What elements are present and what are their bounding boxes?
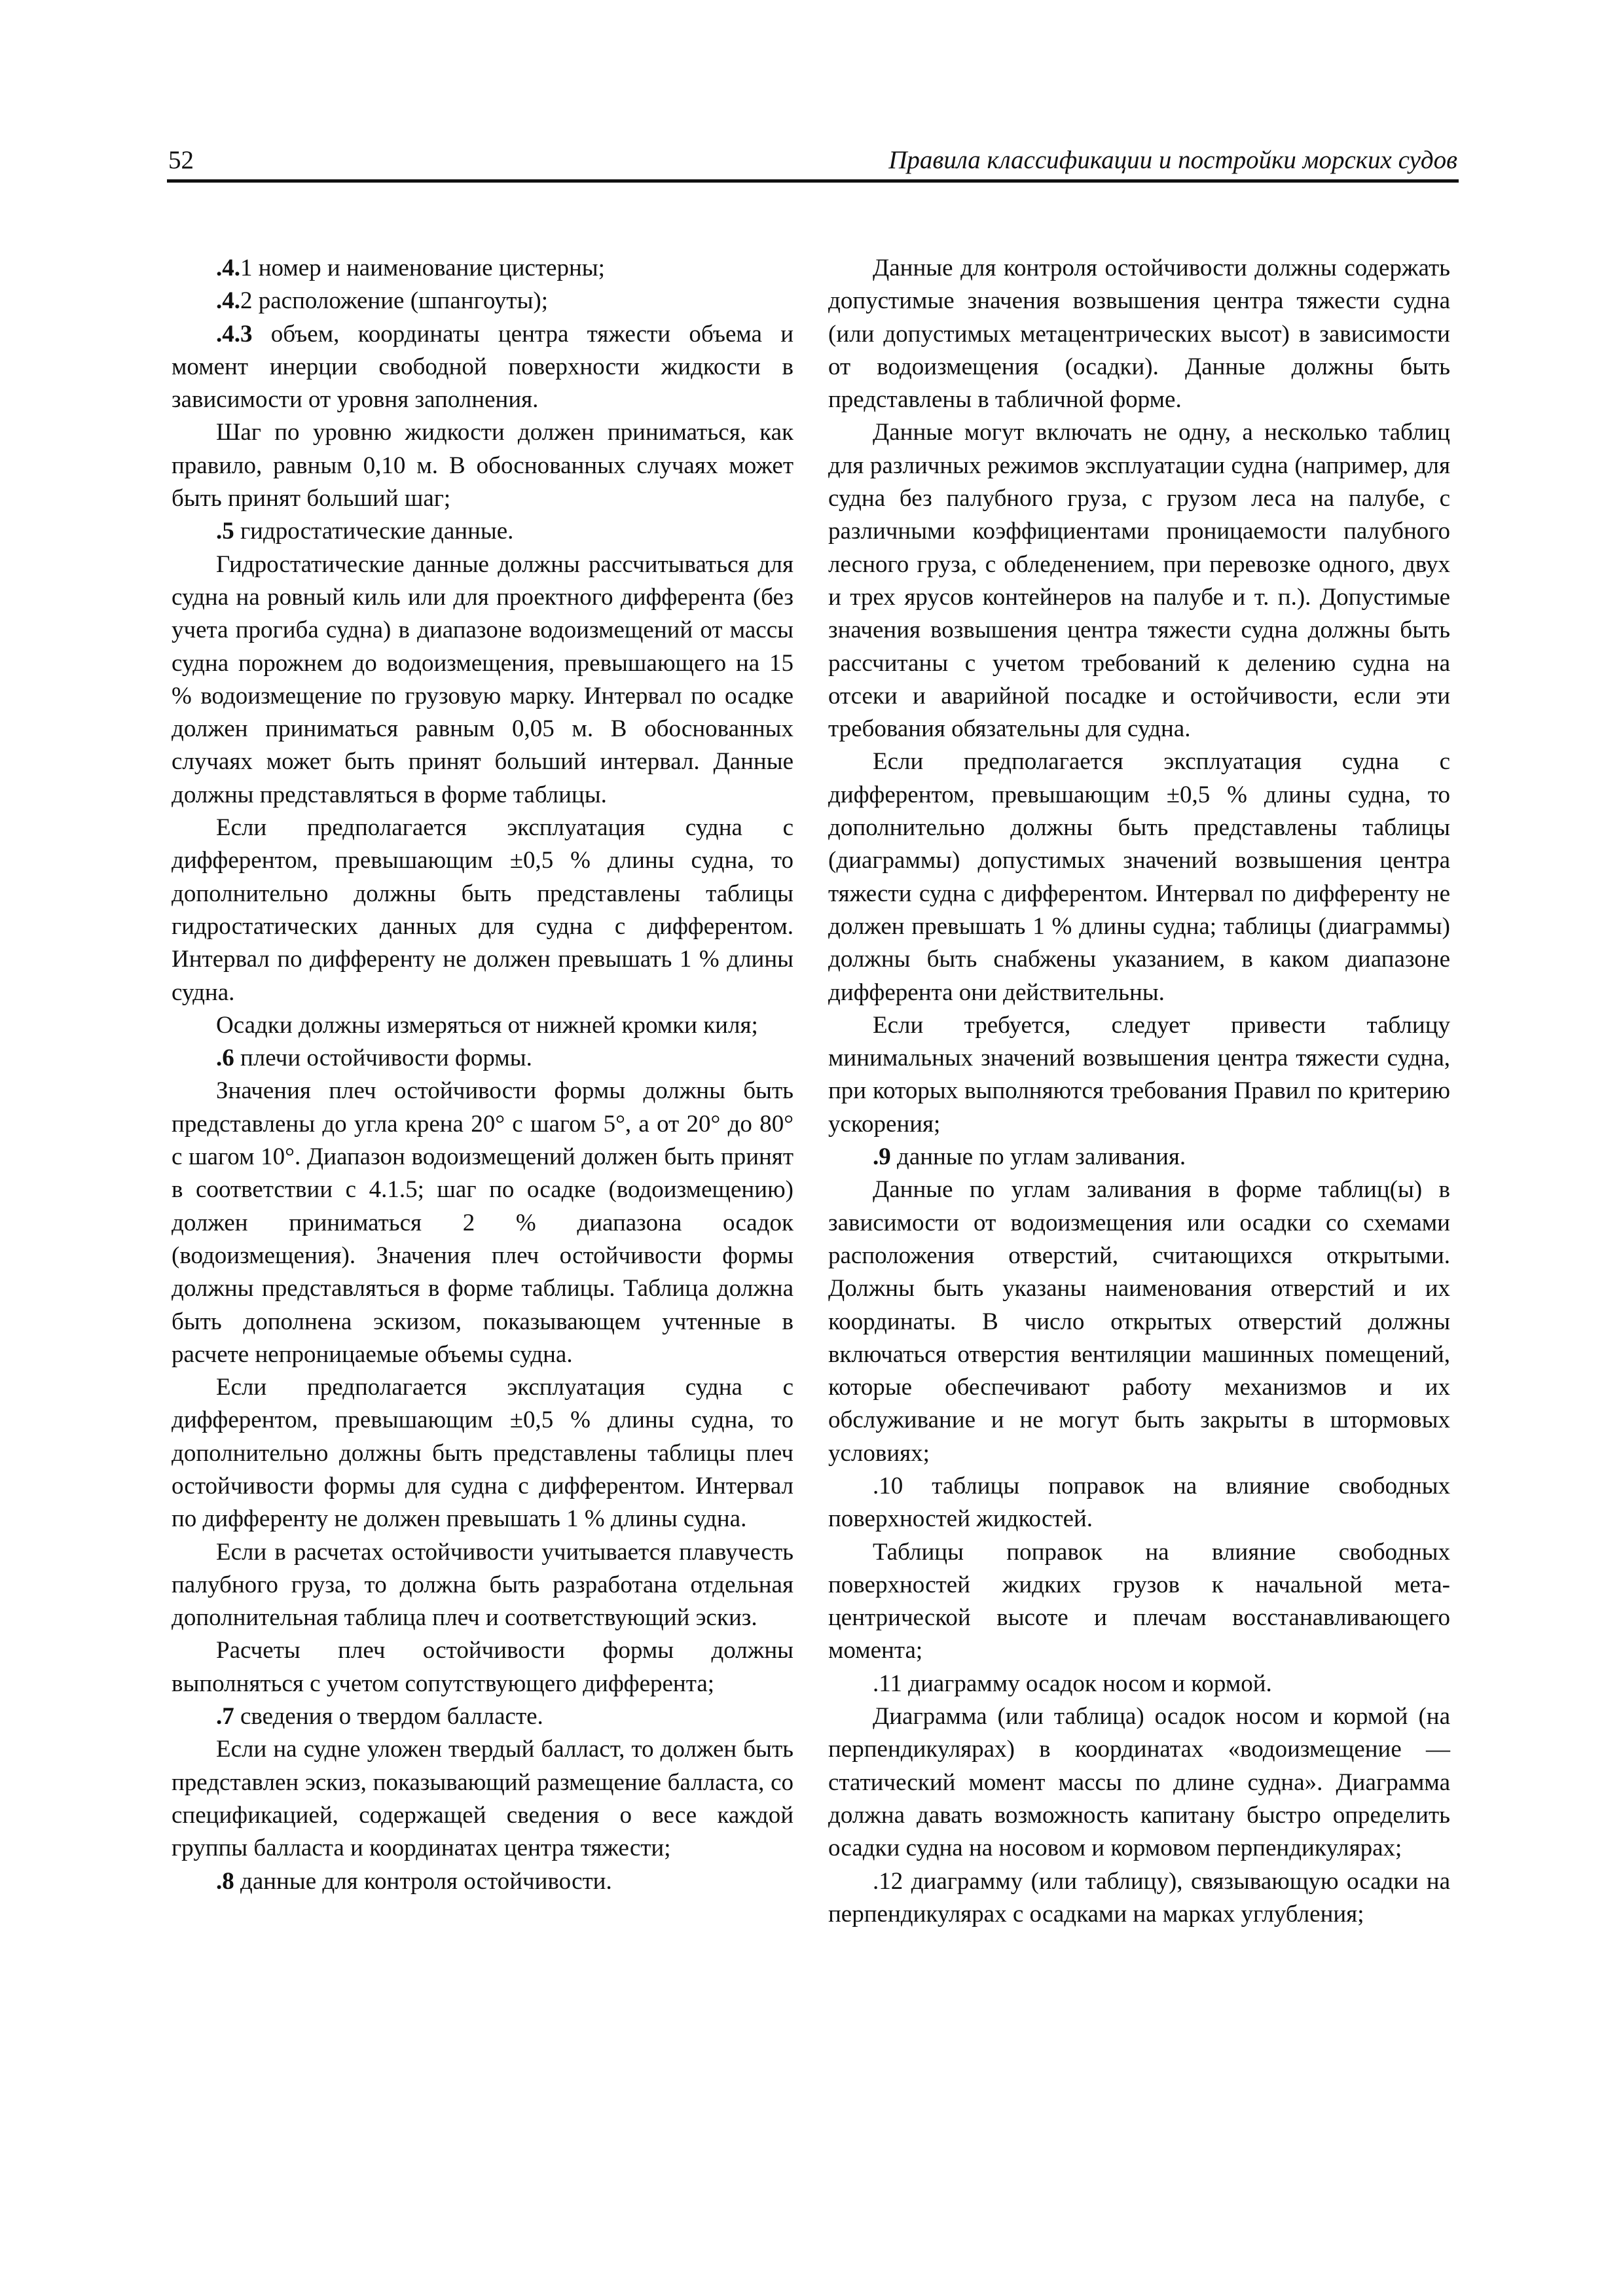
paragraph-text: Расчеты плеч остойчивости формы должны выполняться с учетом сопутствующего дифферента; — [172, 1637, 793, 1697]
paragraph-text: объем, координаты центра тяжести объема и момент инерции свободной поверхности жидкости в зависимости от уровня заполнения. — [172, 320, 793, 414]
item-number: .6 — [216, 1045, 234, 1072]
paragraph — [172, 1009, 793, 1042]
paragraph — [828, 1668, 1450, 1700]
paragraph-text: Гидростатические данные должны рассчитываться для судна на ровный киль или для проектного дифферента (без учета прогиба судна) в диапазоне водоизмещений от массы судна порожнем до водоизмещения, превышающего на 15 % водоизмещение по грузовую марку. Интервал по осадке должен приниматься равным 0,05 м. В обоснованных случаях может быть принят больший интервал. Данные должны представляться в форме таблицы. — [172, 550, 793, 808]
paragraph — [172, 1042, 793, 1075]
item-number: .4. — [216, 287, 240, 315]
paragraph — [172, 416, 793, 515]
paragraph-text: .12 диаграмму (или таблицу), связывающую осадки на перпендикулярах с осадками на марках углубления; — [828, 1867, 1450, 1928]
paragraph-text: Если на судне уложен твердый балласт, то должен быть представлен эскиз, показывающий размещение балласта, со спецификацией, содержащей сведения о весе каждой группы балласта и координатах центра тяжести; — [172, 1736, 793, 1862]
item-number: .4.3 — [216, 320, 253, 348]
paragraph-text: Если требуется, следует привести таблицу минимальных значений возвышения центра тяжести судна, при которых выполняются требования Правил по критерию ускорения; — [828, 1011, 1450, 1138]
paragraph-text: Если предполагается эксплуатация судна с дифферентом, превышающим ±0,5 % длины судна, то дополнительно должны быть представлены таблицы (диаграммы) допустимых значений возвышения центра тяжести судна с дифферентом. Интервал по дифференту не должен превышать 1 % длины судна; таблицы (диаграммы) должны быть снабжены указанием, в каком диапазоне дифферента они действительны. — [828, 748, 1450, 1006]
paragraph — [828, 416, 1450, 745]
item-number: .9 — [873, 1143, 891, 1171]
paragraph-text: Данные могут включать не одну, а несколько таблиц для различных режимов эксплуатации судна (например, для судна без палубного груза, с грузом леса на палубе, с различными коэффициентами проницаемости палубного лесного груза, с обледенением, при перевозке одного, двух и трех ярусов контейнеров на палубе и т. п.). Допустимые значения возвышения центра тяжести судна должны быть рассчитаны с учетом требований к делению судна на отсеки и аварийной посадке и остойчивости, если эти требования обязательны для судна. — [828, 419, 1450, 743]
paragraph-text: 2 расположение (шпангоуты); — [240, 287, 549, 315]
paragraph-text: данные по углам заливания. — [890, 1143, 1186, 1171]
paragraph — [828, 1470, 1450, 1536]
paragraph-text: Данные по углам заливания в форме таблиц(ы) в зависимости от водоизмещения или осадки со схемами расположения отверстий, считающихся открытыми. Должны быть указаны наименования отверстий и их координаты. В число открытых отверстий должны включаться отверстия вентиляции машинных помещений, которые обеспечивают работу механизмов и их обслуживание и не могут быть закрыты в штормовых условиях; — [828, 1176, 1450, 1467]
paragraph — [828, 1174, 1450, 1470]
paragraph — [172, 1371, 793, 1535]
paragraph — [828, 1700, 1450, 1865]
paragraph-text: Осадки должны измеряться от нижней кромки киля; — [216, 1011, 758, 1039]
item-number: .4. — [216, 255, 240, 281]
paragraph-text: данные для контроля остойчивости. — [234, 1867, 612, 1895]
paragraph — [828, 1536, 1450, 1668]
paragraph — [828, 1141, 1450, 1174]
paragraph — [828, 1865, 1450, 1931]
paragraph-text: .10 таблицы поправок на влияние свободных поверхностей жидкостей. — [828, 1472, 1450, 1533]
paragraph-text: Диаграмма (или таблица) осадок носом и кормой (на перпендикулярах) в координатах «водоизмещение — статический момент массы по длине судна». Диаграмма должна давать возможность капитану быстро определить осадки судна на носовом и кормовом перпендикулярах; — [828, 1703, 1450, 1862]
paragraph — [828, 252, 1450, 416]
paragraph-text: Шаг по уровню жидкости должен приниматься, как правило, равным 0,10 м. В обоснованных случаях может быть принят больший шаг; — [172, 419, 793, 512]
running-title: Правила классификации и постройки морских судов — [888, 146, 1457, 174]
paragraph-text: Если предполагается эксплуатация судна с дифферентом, превышающим ±0,5 % длины судна, то дополнительно должны быть представлены таблицы гидростатических данных для судна с дифферентом. Интервал по дифференту не должен превышать 1 % длины судна. — [172, 814, 793, 1006]
paragraph-text: Если в расчетах остойчивости учитывается плавучесть палубного груза, то должна быть разработана отдельная дополнительная таблица плеч и соответствующий эскиз. — [172, 1538, 793, 1632]
paragraph — [172, 1634, 793, 1700]
paragraph — [172, 515, 793, 548]
page-header — [167, 143, 1459, 183]
paragraph — [172, 318, 793, 417]
paragraph-text: плечи остойчивости формы. — [234, 1045, 532, 1072]
paragraph — [172, 1733, 793, 1865]
paragraph — [172, 1700, 793, 1733]
paragraph — [172, 285, 793, 317]
paragraph — [172, 548, 793, 812]
paragraph-text: гидростатические данные. — [234, 518, 514, 545]
paragraph — [172, 812, 793, 1009]
paragraph-text: Таблицы поправок на влияние свободных поверхностей жидких грузов к начальной метацентрической высоте и плечам восстанавливающего момента; — [828, 1538, 1450, 1664]
item-number: .8 — [216, 1867, 234, 1895]
paragraph-text: Данные для контроля остойчивости должны содержать допустимые значения возвышения центра тяжести судна (или допустимых метацентрических высот) в зависимости от водоизмещения (осадки). Данные должны быть представлены в табличной форме. — [828, 255, 1450, 414]
item-number: .7 — [216, 1703, 234, 1731]
item-number: .5 — [216, 518, 234, 545]
paragraph — [172, 252, 793, 285]
paragraph — [172, 1075, 793, 1371]
paragraph-text: сведения о твердом балласте. — [234, 1703, 543, 1731]
paragraph-text: .11 диаграмму осадок носом и кормой. — [873, 1670, 1272, 1697]
paragraph — [172, 1536, 793, 1635]
page-number: 52 — [168, 146, 194, 174]
paragraph-text: 1 номер и наименование цистерны; — [240, 255, 605, 281]
paragraph-text: Значения плеч остойчивости формы должны быть представлены до угла крена 20° с шагом 5°, а от 20° до 80° с шагом 10°. Диапазон водоизмещений должен быть принят в соответствии с 4.1.5; шаг по осадке (водоизмещению) должен приниматься 2 % диапазона осадок (водоизмещения). Значения плеч остойчивости формы должны представляться в форме таблицы. Таблица должна быть дополнена эскизом, показывающем учтенные в расчете непроницаемые объемы судна. — [172, 1077, 793, 1368]
right-text-column — [828, 252, 1450, 1931]
paragraph — [828, 1009, 1450, 1141]
paragraph — [172, 1865, 793, 1898]
paragraph-text: Если предполагается эксплуатация судна с дифферентом, превышающим ±0,5 % длины судна, то дополнительно должны быть представлены таблицы плеч остойчивости формы для судна с дифферентом. Интервал по дифференту не должен превышать 1 % длины судна. — [172, 1374, 793, 1533]
left-text-column — [172, 252, 793, 1898]
paragraph — [828, 745, 1450, 1009]
